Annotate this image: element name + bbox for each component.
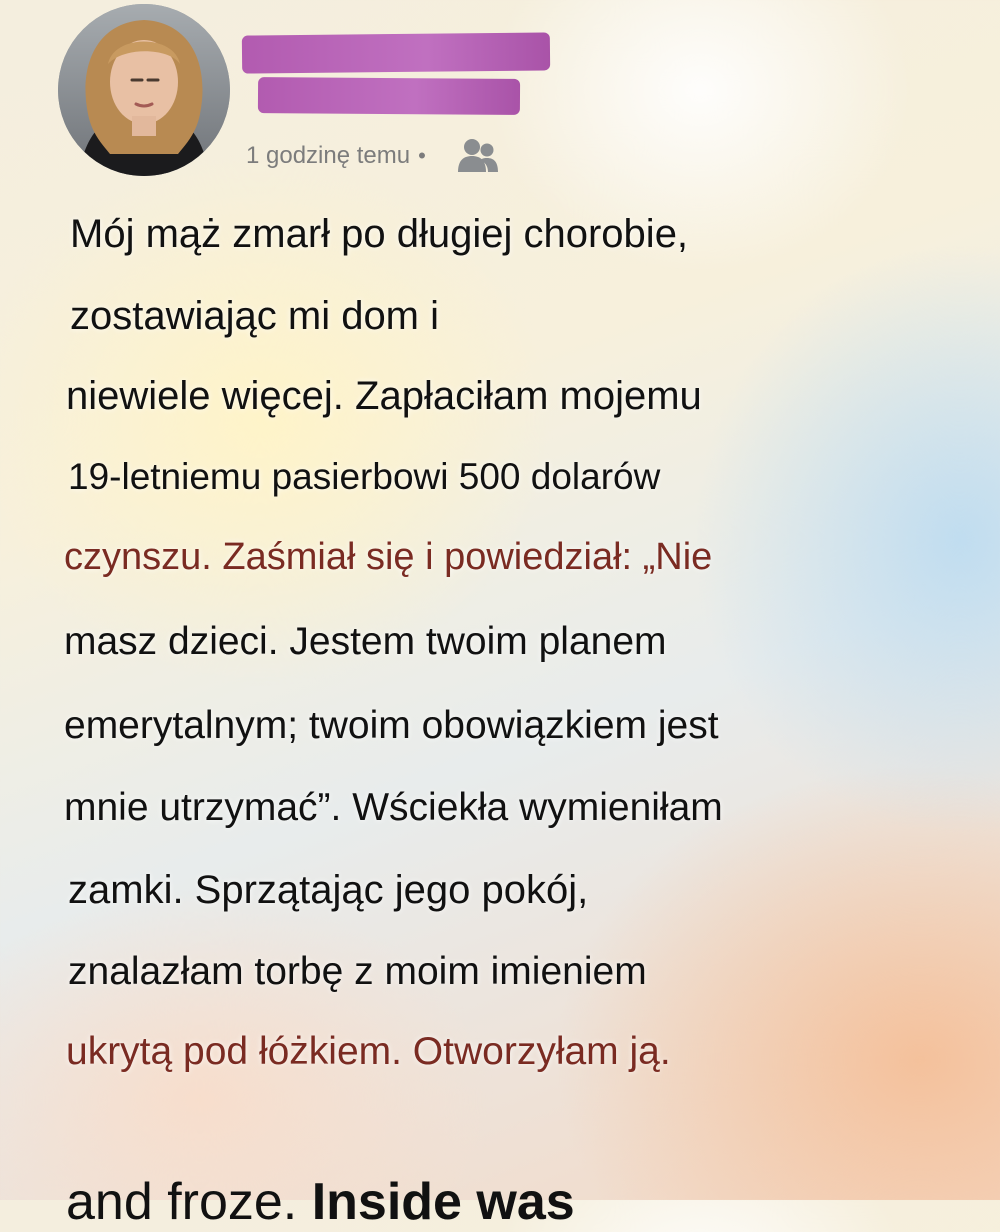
post-text-line: 19-letniemu pasierbowi 500 dolarów	[68, 456, 661, 497]
post-text-line: znalazłam torbę z moim imieniem	[68, 950, 647, 993]
meta-separator: •	[418, 143, 426, 168]
post-text-line: zostawiając mi dom i	[70, 294, 440, 338]
post-text-line: masz dzieci. Jestem twoim planem	[64, 620, 667, 663]
post-text-line-highlighted: czynszu. Zaśmiał się i powiedział: „Nie	[64, 536, 713, 578]
post-text-line-highlighted: ukrytą pod łóżkiem. Otworzyłam ją.	[66, 1030, 671, 1073]
cut-line-bold: Inside was	[311, 1173, 575, 1231]
cut-line-normal: and froze.	[66, 1173, 312, 1231]
post-text-line: zamki. Sprzątając jego pokój,	[68, 868, 589, 912]
post-text-cut-line	[66, 1172, 575, 1232]
post-text-line: emerytalnym; twoim obowiązkiem jest	[64, 704, 719, 747]
post-text-line: mnie utrzymać”. Wściekła wymieniłam	[64, 786, 723, 829]
post-timestamp[interactable]: 1 godzinę temu	[246, 142, 411, 169]
post-text-line: Mój mąż zmarł po długiej chorobie,	[70, 212, 689, 256]
post-text-line: niewiele więcej. Zapłaciłam mojemu	[66, 374, 702, 418]
